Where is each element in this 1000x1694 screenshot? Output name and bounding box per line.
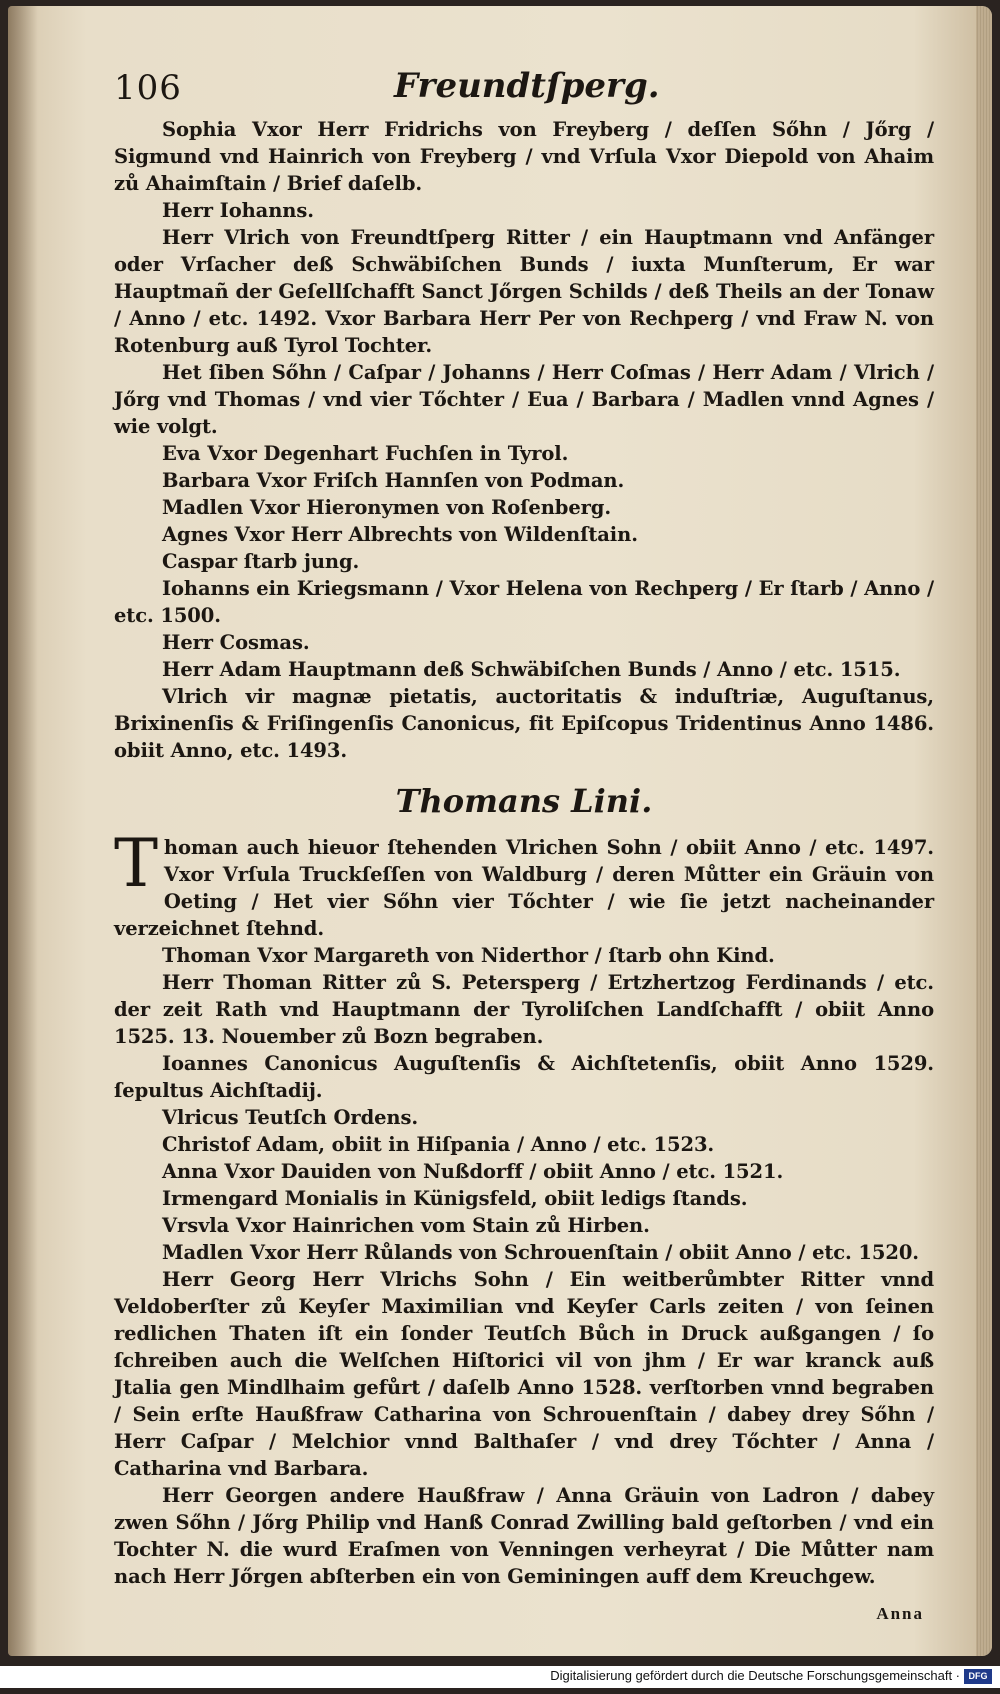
entry-paragraph: Madlen Vxor Hieronymen von Roſenberg. (162, 496, 612, 519)
entry-paragraph: Barbara Vxor Friſch Hannſen von Podman. (162, 469, 625, 492)
spine-shadow (8, 6, 38, 1656)
footer-credit: Digitalisierung gefördert durch die Deutsche Forschungsgemeinschaft · (550, 1668, 960, 1683)
entry-paragraph: Herr Vlrich von Freundtſperg Ritter / ein Hauptmann vnd Anfänger oder Vrſacher deß Schwäbiſchen Bunds / iuxta Munſterum, Er war Hauptmañ der Geſellſchafft Sanct Jőrgen Schilds / deß Theils an der Tonaw / Anno / etc. 1492. Vxor Barbara Herr Per von Rechperg / vnd Fraw N. von Rotenburg auß Tyrol Tochter. (114, 226, 934, 357)
section-intro (114, 825, 934, 942)
entry-paragraph: Herr Georgen andere Haußfraw / Anna Gräuin von Ladron / dabey zwen Sőhn / Jőrg Philip vnd Hanß Conrad Zwilling bald geſtorben / vnd ein Tochter N. die wurd Eraſmen von Venningen verheyrat / Die Můtter nam nach Herr Jőrgen abſterben ein von Geminingen auff dem Kreuchgew. (114, 1484, 934, 1588)
catchword: Anna (876, 1604, 924, 1623)
intro-text: homan auch hieuor ſtehenden Vlrichen Sohn / obiit Anno / etc. 1497. Vxor Vrſula Truckſeſſen von Waldburg / deren Můtter ein Gräuin von Oeting / Het vier Sőhn vier Tőchter / wie ſie jetzt nacheinander verzeichnet ſtehnd. (114, 836, 934, 940)
entry-paragraph: Vlrich vir magnæ pietatis, auctoritatis & induſtriæ, Auguſtanus, Brixinenſis & Friſingenſis Canonicus, fit Epiſcopus Tridentinus Anno 1486. obiit Anno, etc. 1493. (114, 685, 934, 762)
page-number: 106 (114, 68, 182, 108)
entry-paragraph: Het ſiben Sőhn / Caſpar / Johanns / Herr Coſmas / Herr Adam / Vlrich / Jőrg vnd Thomas / vnd vier Tőchter / Eua / Barbara / Madlen vnnd Agnes / wie volgt. (114, 361, 934, 438)
section-title: Thomans Lini. (395, 782, 653, 820)
entry-paragraph: Thoman Vxor Margareth von Niderthor / ſtarb ohn Kind. (162, 944, 775, 967)
page-header (114, 68, 934, 116)
page-edge (976, 6, 992, 1656)
entry-paragraph: Irmengard Monialis in Künigsfeld, obiit ledigs ſtands. (162, 1187, 748, 1210)
intro-paragraph (114, 825, 934, 942)
entry-paragraph: Agnes Vxor Herr Albrechts von Wildenſtain. (162, 523, 638, 546)
digitization-footer (0, 1666, 1000, 1688)
entry-paragraph: Herr Cosmas. (162, 631, 310, 654)
entry-paragraph: Sophia Vxor Herr Fridrichs von Freyberg / deſſen Sőhn / Jőrg / Sigmund vnd Hainrich von Freyberg / vnd Vrſula Vxor Diepold von Ahaim zů Ahaimſtain / Brief daſelb. (114, 118, 934, 195)
entry-paragraph: Vlricus Teutſch Ordens. (162, 1106, 419, 1129)
section-entries (114, 942, 934, 1590)
dfg-logo: DFG (964, 1669, 992, 1684)
entry-paragraph: Caspar ſtarb jung. (162, 550, 360, 573)
book-page (8, 6, 992, 1656)
entry-paragraph: Ioannes Canonicus Auguſtenſis & Aichſtetenſis, obiit Anno 1529. ſepultus Aichſtadij. (114, 1052, 934, 1102)
top-entries (114, 116, 934, 764)
entry-paragraph: Eva Vxor Degenhart Fuchſen in Tyrol. (162, 442, 569, 465)
entry-paragraph: Herr Thoman Ritter zů S. Petersperg / Ertzhertzog Ferdinands / etc. der zeit Rath vnd Hauptmann der Tyroliſchen Landſchafft / obiit Anno 1525. 13. Nouember zů Bozn begraben. (114, 971, 934, 1048)
drop-cap: T (114, 825, 158, 902)
page-content (114, 68, 934, 1624)
entry-paragraph: Anna Vxor Dauiden von Nußdorff / obiit Anno / etc. 1521. (162, 1160, 784, 1183)
entry-paragraph: Christof Adam, obiit in Hiſpania / Anno / etc. 1523. (162, 1133, 715, 1156)
entry-paragraph: Madlen Vxor Herr Růlands von Schrouenſtain / obiit Anno / etc. 1520. (162, 1241, 919, 1264)
entry-paragraph: Herr Iohanns. (162, 199, 314, 222)
entry-paragraph: Herr Georg Herr Vlrichs Sohn / Ein weitberůmbter Ritter vnnd Veldoberſter zů Keyſer Maximilian vnd Keyſer Carls zeiten / von ſeinen redlichen Thaten iſt ein ſonder Teutſch Bůch in Druck außgangen / ſo ſchreiben auch die Welſchen Hiſtorici vil von jhm / Er war kranck auß Jtalia gen Mindlhaim gefůrt / daſelb Anno 1528. verſtorben vnnd begraben / Sein erſte Haußfraw Catharina von Schrouenſtain / dabey drey Sőhn / Herr Caſpar / Melchior vnnd Balthaſer / vnd drey Tőchter / Anna / Catharina vnd Barbara. (114, 1268, 934, 1480)
entry-paragraph: Herr Adam Hauptmann deß Schwäbiſchen Bunds / Anno / etc. 1515. (162, 658, 901, 681)
running-title: Freundtſperg. (394, 66, 660, 106)
entry-paragraph: Iohanns ein Kriegsmann / Vxor Helena von Rechperg / Er ſtarb / Anno / etc. 1500. (114, 577, 934, 627)
entry-paragraph: Vrsvla Vxor Hainrichen vom Stain zů Hirben. (162, 1214, 650, 1237)
